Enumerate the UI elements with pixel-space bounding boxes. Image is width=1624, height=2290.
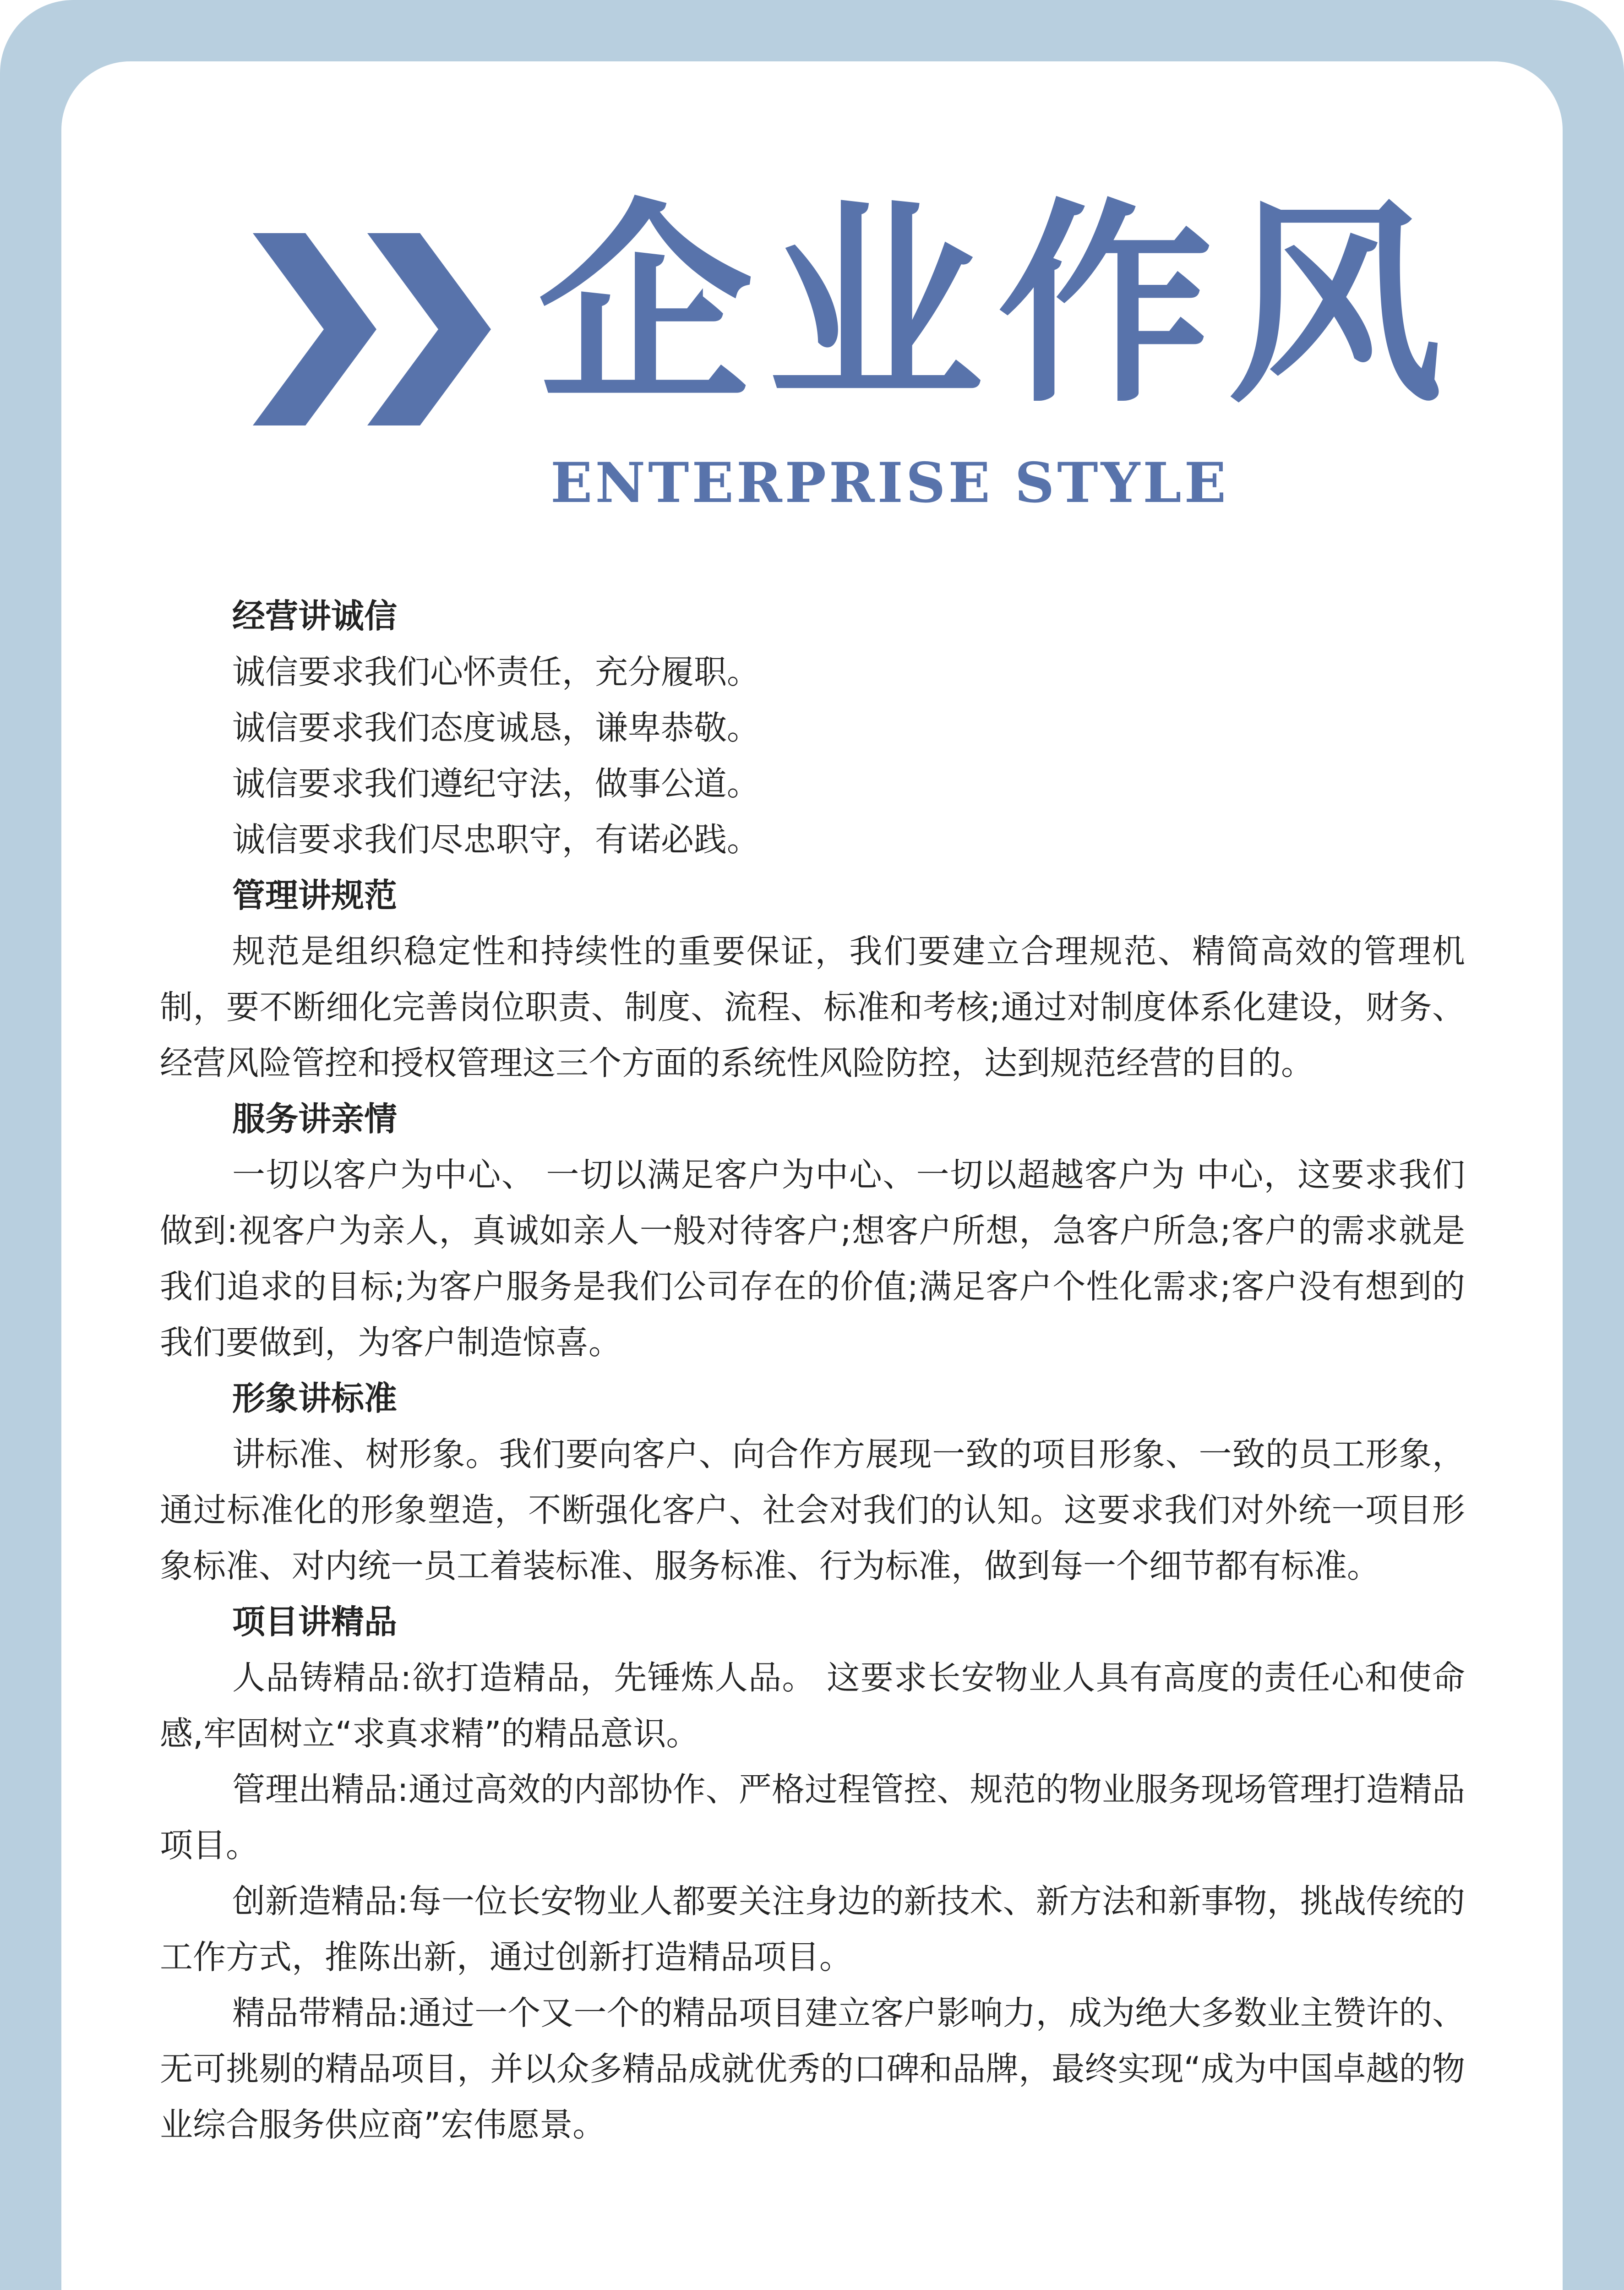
section-heading: 管理讲规范 <box>232 876 398 915</box>
section-heading: 项目讲精品 <box>232 1603 398 1641</box>
paragraph: 创新造精品:每一位长安物业人都要关注身边的新技术、新方法和新事物，挑战传统的工作方式，推陈出新，通过创新打造精品项目。 <box>160 1882 1465 1976</box>
section-image <box>160 1370 1465 1594</box>
double-chevron-right-icon-graphic <box>253 233 509 425</box>
double-chevron-right-icon <box>253 233 509 425</box>
page-title: 企业作风 <box>538 181 1457 431</box>
content-body <box>160 588 1465 2153</box>
paragraph: 规范是组织稳定性和持续性的重要保证，我们要建立合理规范、精简高效的管理机制，要不断细化完善岗位职责、制度、流程、标准和考核;通过对制度体系化建设，财务、经营风险管控和授权管理这三个方面的系统性风险防控，达到规范经营的目的。 <box>160 932 1465 1082</box>
section-quality <box>160 1594 1465 2153</box>
section-management <box>160 867 1465 1091</box>
page-subtitle: ENTERPRISE STYLE <box>550 451 1229 515</box>
text-line: 诚信要求我们尽忠职守，有诺必践。 <box>232 820 760 859</box>
section-heading: 服务讲亲情 <box>232 1100 398 1138</box>
poster-panel <box>61 61 1563 2290</box>
paragraph: 一切以客户为中心、 一切以满足客户为中心、一切以超越客户为 中心，这要求我们做到:视客户为亲人，真诚如亲人一般对待客户;想客户所想，急客户所急;客户的需求就是我们追求的目标;为客户服务是我们公司存在的价值;满足客户个性化需求;客户没有想到的我们要做到，为客户制造惊喜。 <box>160 1156 1465 1362</box>
section-service <box>160 1091 1465 1370</box>
chevron-left-shape <box>253 233 376 425</box>
section-heading: 形象讲标准 <box>232 1379 398 1418</box>
section-heading: 经营讲诚信 <box>232 597 398 635</box>
chevron-right-shape <box>367 233 491 425</box>
paragraph: 讲标准、树形象。我们要向客户、向合作方展现一致的项目形象、一致的员工形象， 通过标准化的形象塑造，不断强化客户、社会对我们的认知。这要求我们对外统一项目形象标准、对内统一员工着装标准、服务标准、行为标准，做到每一个细节都有标准。 <box>160 1435 1465 1585</box>
text-line: 诚信要求我们遵纪守法，做事公道。 <box>232 764 760 803</box>
text-line: 诚信要求我们态度诚恳，谦卑恭敬。 <box>232 709 760 747</box>
paragraph: 管理出精品:通过高效的内部协作、严格过程管控、规范的物业服务现场管理打造精品项目。 <box>160 1770 1465 1865</box>
section-integrity <box>160 588 1465 867</box>
paragraph: 人品铸精品:欲打造精品，先锤炼人品。 这要求长安物业人具有高度的责任心和使命感,牢固树立“求真求精”的精品意识。 <box>160 1658 1465 1753</box>
text-line: 诚信要求我们心怀责任，充分履职。 <box>232 653 760 691</box>
paragraph: 精品带精品:通过一个又一个的精品项目建立客户影响力，成为绝大多数业主赞许的、无可挑剔的精品项目，并以众多精品成就优秀的口碑和品牌，最终实现“成为中国卓越的物业综合服务供应商”宏伟愿景。 <box>160 1994 1465 2144</box>
